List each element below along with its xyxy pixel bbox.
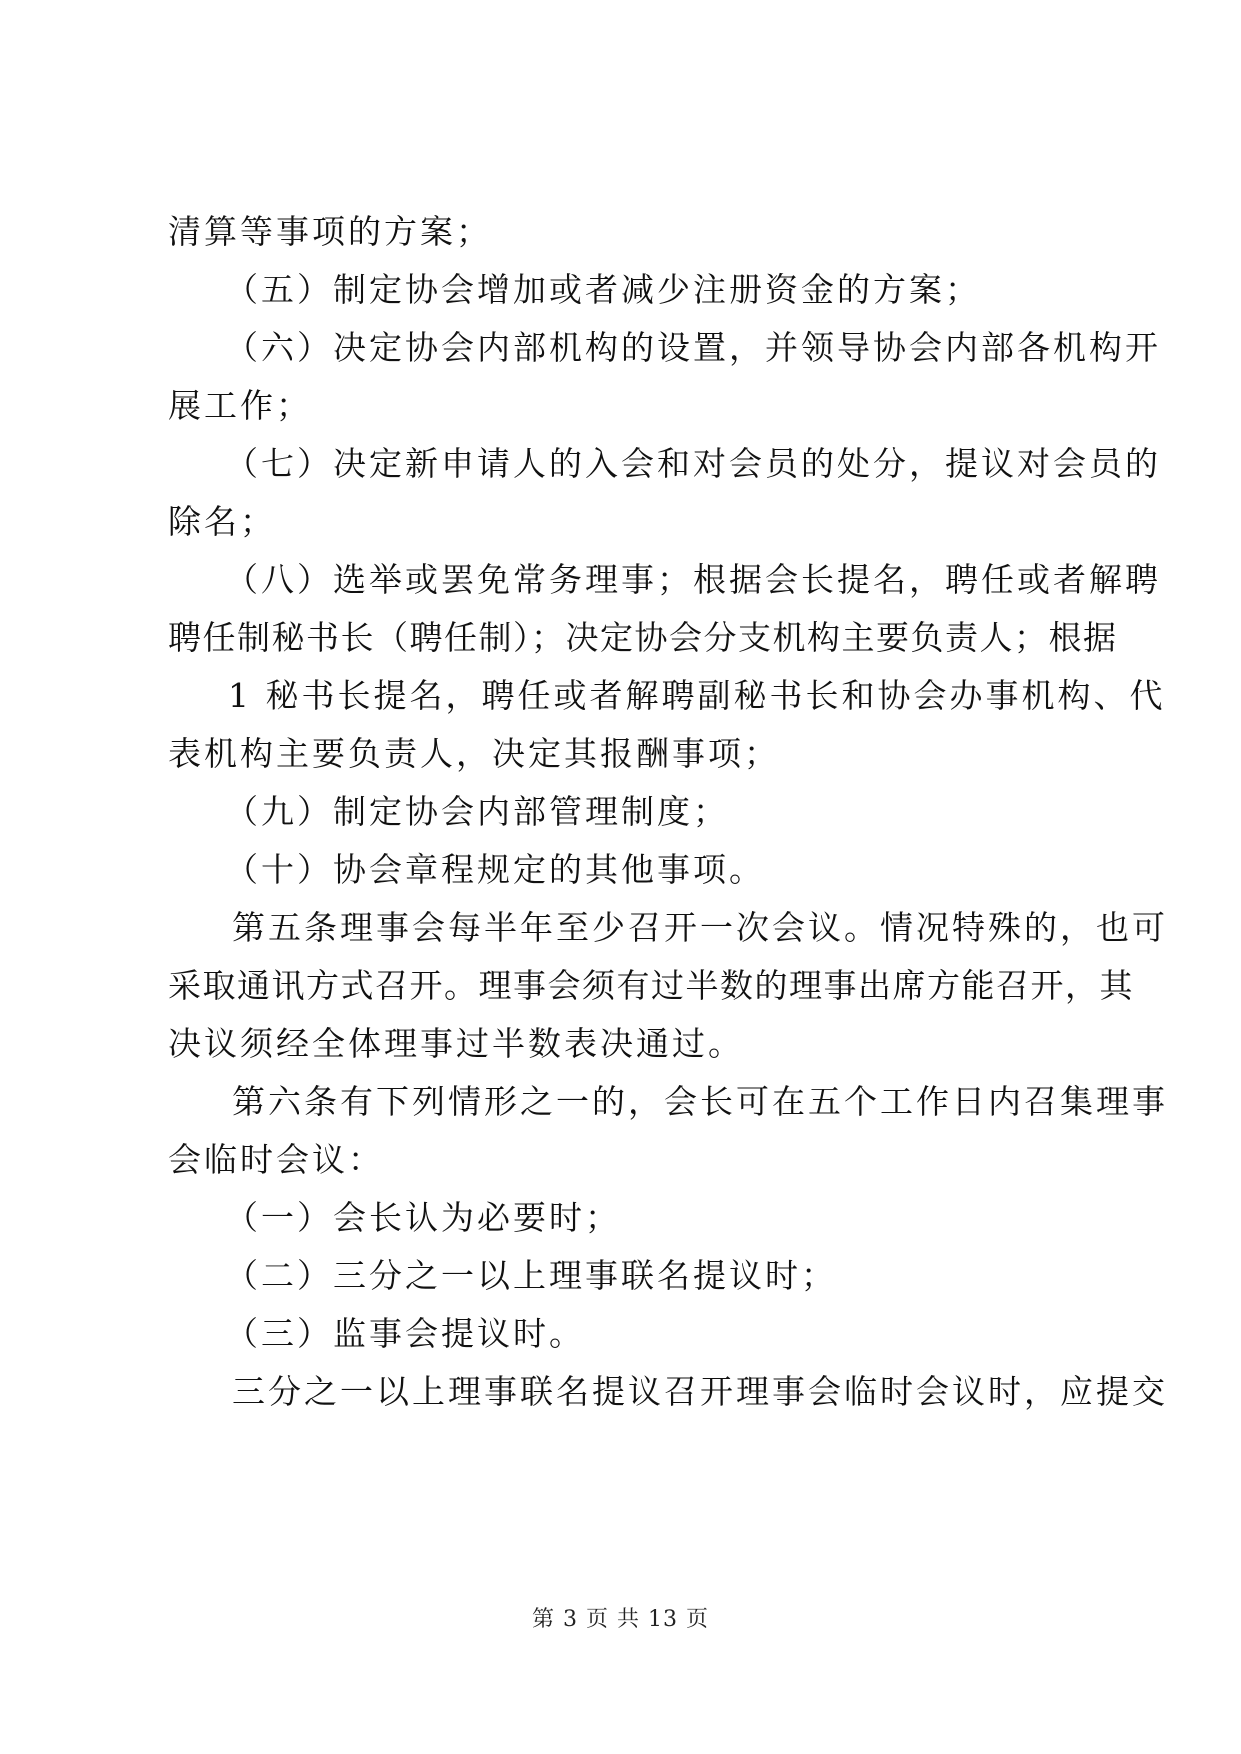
text-line: （九）制定协会内部管理制度； [225, 792, 729, 831]
text-line: 采取通讯方式召开。理事会须有过半数的理事出席方能召开，其 [168, 966, 1134, 1005]
text-line: （六）决定协会内部机构的设置，并领导协会内部各机构开 [225, 328, 1161, 367]
text-line: 清算等事项的方案； [168, 212, 492, 251]
text-line: （五）制定协会增加或者减少注册资金的方案； [225, 270, 981, 309]
page-number-footer: 第 3 页 共 13 页 [532, 1607, 709, 1632]
text-line: 除名； [168, 502, 276, 541]
text-line: （七）决定新申请人的入会和对会员的处分，提议对会员的 [225, 444, 1161, 483]
text-line: 1 秘书长提名，聘任或者解聘副秘书长和协会办事机构、代 [228, 676, 1166, 715]
text-line: 聘任制秘书长（聘任制）；决定协会分支机构主要负责人；根据 [168, 618, 1118, 657]
text-line: 会临时会议： [168, 1140, 384, 1179]
text-line: 第六条有下列情形之一的，会长可在五个工作日内召集理事 [232, 1082, 1168, 1121]
text-line: （二）三分之一以上理事联名提议时； [225, 1256, 837, 1295]
text-line: （一）会长认为必要时； [225, 1198, 621, 1237]
text-line: 三分之一以上理事联名提议召开理事会临时会议时，应提交 [232, 1372, 1168, 1411]
text-line: 表机构主要负责人，决定其报酬事项； [168, 734, 780, 773]
text-line: 第五条理事会每半年至少召开一次会议。情况特殊的，也可 [232, 908, 1168, 947]
text-line: （三）监事会提议时。 [225, 1314, 585, 1353]
text-line: 展工作； [168, 386, 312, 425]
text-line: 决议须经全体理事过半数表决通过。 [168, 1024, 744, 1063]
text-line: （八）选举或罢免常务理事；根据会长提名，聘任或者解聘 [225, 560, 1161, 599]
text-line: （十）协会章程规定的其他事项。 [225, 850, 765, 889]
